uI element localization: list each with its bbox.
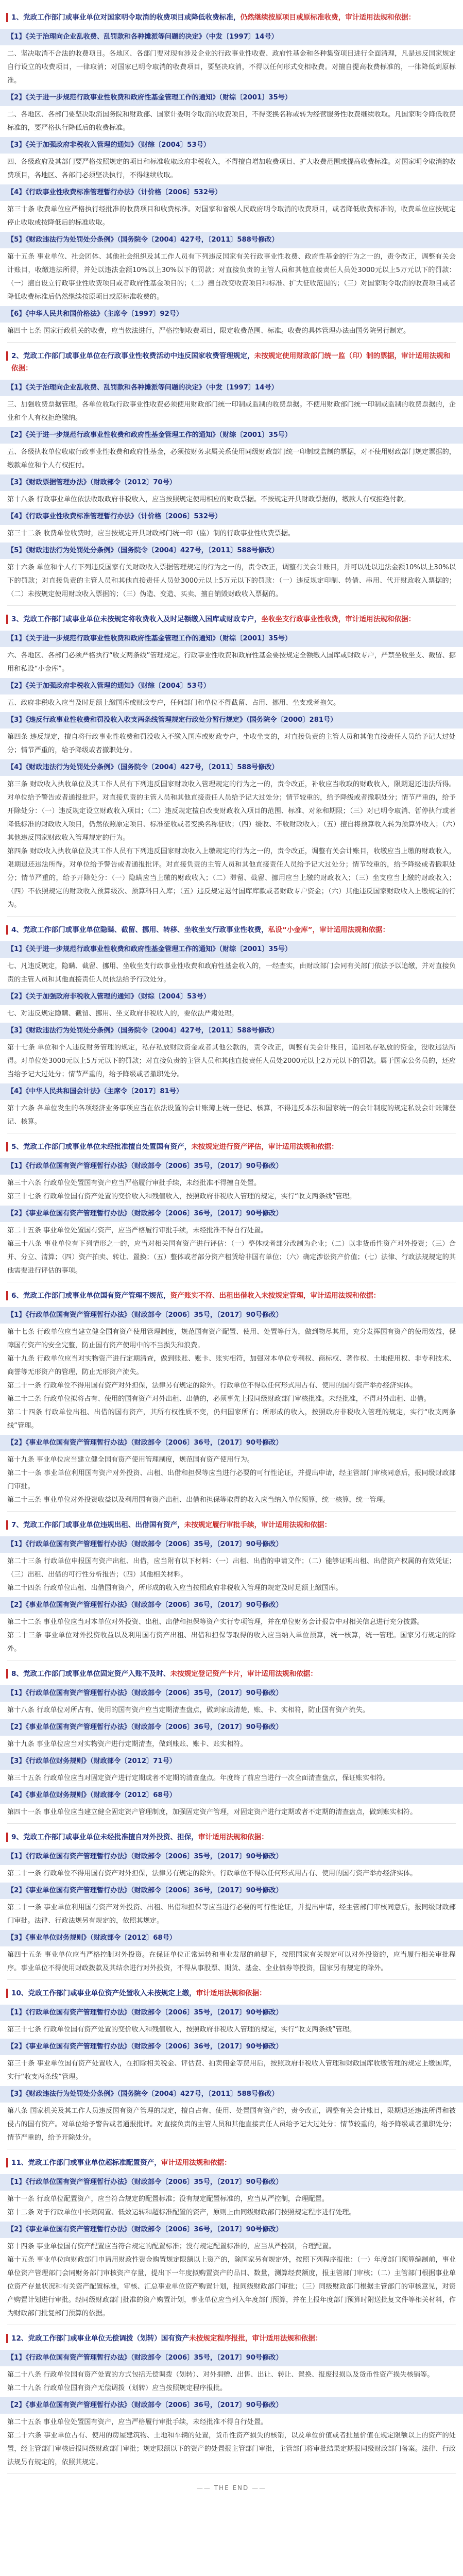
section-title-text: 4、党政工作部门或事业单位隐瞒、截留、挪用、转移、坐收坐支行政事业性收费， (11, 926, 268, 934)
rule-section (0, 1665, 463, 1824)
regulation-reference: 【1】《关于治理向企业乱收费、乱罚款和各种摊派等问题的决定》（中发〔1997〕14号） (0, 29, 463, 45)
regulation-clause: 第四十五条 事业单位应当严格控制对外投资。在保证单位正常运转和事业发展的前提下，按照国家有关规定可以对外投资的，应当履行相关审批程序。事业单位不得使用财政拨款及其结余进行对外投资，不得从事股票、期货、基金、企业债券等投资，国家另有规定的除外。 (7, 1951, 456, 1972)
section-title-tail: 未按规定登记资产卡片，审计适用法规和依据： (170, 1670, 317, 1678)
section-title-text: 7、党政工作部门或事业单位违规出租、出借国有资产， (11, 1521, 184, 1529)
regulation-clause: 第二十四条 行政单位出租、出借的国有资产，其所有权性质不变，仍归国家所有；所形成的收入，按照政府非税收入管理的规定，实行“收支两条线”管理。 (7, 1409, 456, 1430)
section-title-tail: 坐收坐支行政事业性收费，审计适用法规和依据： (261, 615, 416, 623)
section-title-tail: 仍然继续按原项目或原标准收费，审计适用法规和依据： (240, 13, 416, 22)
section-title-tail: 未按规定使用财政部门统一监（印）制的票据，审计适用法规和依据： (11, 352, 451, 372)
section-title (0, 1138, 463, 1156)
section-divider (7, 605, 456, 606)
section-divider (7, 916, 456, 917)
section-title-text: 3、党政工作部门或事业单位未按规定将收费收入及时足额缴入国库或财政专户， (11, 615, 262, 623)
regulation-reference: 【1】《行政单位国有资产管理暂行办法》（财政部令〔2006〕35号，〔2017〕90号修改） (0, 1307, 463, 1324)
regulation-clause: 第三十二条 收费单位收费时，应当按规定开具财政部门统一印（监）制的行政事业性收费票据。 (7, 530, 295, 537)
section-title-text: 2、党政工作部门或事业单位在行政事业性收费活动中违反国家收费管理规定， (11, 352, 254, 360)
regulation-reference: 【4】《行政事业性收费标准管理暂行办法》（计价格〔2006〕532号） (0, 184, 463, 201)
regulation-clause: 第十九条 事业单位应当建立健全国有资产使用管理制度，规范国有资产使用行为。 (7, 1456, 254, 1464)
regulation-reference: 【2】《关于进一步规范行政事业性收费和政府性基金管理工作的通知》（财综〔2001〕35号） (0, 90, 463, 106)
regulation-clause: 第二十三条 行政单位申报国有资产出租、出借，应当附有以下材料：（一）出租、出借的申请文件；（二）能够证明出租、出借资产权属的有效凭证；（三）出租、出借的可行性分析报告；（四）其他相关材料。 (7, 1557, 456, 1579)
regulation-clause: 第十八条 行政事业单位依法收取政府非税收入，应当按照规定使用相应的财政票据。不按规定开具财政票据的，缴款人有权拒绝付款。 (7, 496, 410, 503)
regulation-clause: 第二十九条 行政单位国有资产无偿调拨（划转）应当按照规定程序报批。 (7, 2384, 227, 2392)
regulation-reference: 【1】《关于治理向企业乱收费、乱罚款和各种摊派等问题的决定》（中发〔1997〕14号） (0, 380, 463, 396)
rule-section (0, 2329, 463, 2474)
regulation-reference: 【5】《财政违法行为处罚处分条例》（国务院令〔2004〕427号，〔2011〕588号修改） (0, 543, 463, 559)
regulation-clause: 第二十二条 事业单位应当对本单位对外投资、出租、出借和担保等资产实行专项管理，并在单位财务会计报告中对相关信息进行充分披露。 (7, 1618, 424, 1626)
title-marker-icon (6, 13, 8, 22)
section-divider (7, 2473, 456, 2474)
regulation-clause: 第四条 违反规定，擅自将行政事业性收费和罚没收入不缴入国库或财政专户，坐收坐支的，对直接负责的主管人员和其他直接责任人员给予记大过处分；情节严重的，给予降级或者撤职处分。 (7, 733, 456, 754)
rule-section (0, 610, 463, 917)
regulation-reference: 【3】《财政违法行为处罚处分条例》（国务院令〔2004〕427号，〔2011〕588号修改） (0, 2086, 463, 2103)
section-title (0, 610, 463, 629)
regulation-clause: 二、坚决取消不合法的收费项目。各地区、各部门要对现有涉及企业的行政事业性收费、政府性基金和各种集资项目进行全面清理，凡是违反国家规定自行设立的收费项目，一律取消；对国家已明令取消的收费项目，要坚决取消，不得以任何形式变相收费。对擅自提高收费标准的，一律降低到原标准。 (7, 50, 456, 84)
regulation-clause: 第十六条 单位和个人有下列违反国家有关财政收入票据管理规定的行为之一的，责令改正，调整有关会计账目，并可以处以违法金额10%以上30%以下的罚款；对直接负责的主管人员和其他直接责任人员处3000元以上5万元以下的罚款：（一）违反规定印制、转借、串用、代开财政收入票据的；（二）未按规定使用财政收入票据的；（三）伪造、变造、买卖、擅自销毁财政收入票据的。 (7, 564, 456, 598)
section-title-tail: 审计适用法规和依据： (196, 1989, 266, 1997)
regulation-clause: 第十五条 事业单位、社会团体、其他社会组织及其工作人员有下列违反国家有关行政事业性收费、政府性基金的行为之一的，责令改正，调整有关会计账目，收缴违法所得，并处以违法金额10%以上30%以下的罚款；对直接负责的主管人员和其他直接责任人员处3000元以上5万元以下的罚款：（一）擅自设立行政事业性收费项目或者政府性基金项目的；（二）擅自改变收费项目和标准、扩大征收范围的；（三）对国家明令取消的收费项目或者降低收费标准后仍然继续按原项目或原标准收费的。 (7, 253, 456, 301)
regulation-clause: 第二十一条 事业单位利用国有资产对外投资、出租、出借和担保等应当进行必要的可行性论证，并提出申请，经主管部门审核同意后，报同级财政部门审批。 (7, 1469, 456, 1490)
section-title (0, 2154, 463, 2172)
regulation-reference: 【1】《行政单位国有资产管理暂行办法》（财政部令〔2006〕35号，〔2017〕90号修改） (0, 2350, 463, 2366)
regulation-clause: 第三十条 事业单位国有资产处置收入，在扣除相关税金、评估费、拍卖佣金等费用后，按照政府非税收入管理和财政国库收缴管理的规定上缴国库，实行“收支两条线”管理。 (7, 2060, 456, 2081)
regulation-reference: 【3】《关于加强政府非税收入管理的通知》（财综〔2004〕53号） (0, 137, 463, 154)
regulation-reference: 【1】《关于进一步规范行政事业性收费和政府性基金管理工作的通知》（财综〔2001〕35号） (0, 631, 463, 647)
title-marker-icon (6, 351, 8, 361)
regulation-reference: 【3】《财政票据管理办法》（财政部令〔2012〕70号） (0, 474, 463, 491)
regulation-reference: 【2】《事业单位国有资产管理暂行办法》（财政部令〔2006〕36号，〔2017〕90号修改） (0, 1597, 463, 1614)
section-title (0, 921, 463, 939)
regulation-reference: 【6】《中华人民共和国价格法》（主席令〔1997〕92号） (0, 306, 463, 323)
section-title-text: 10、党政工作部门或事业单位资产处置收入未按规定上缴， (11, 1989, 196, 1997)
regulation-reference: 【1】《行政单位国有资产管理暂行办法》（财政部令〔2006〕35号，〔2017〕90号修改） (0, 1849, 463, 1865)
regulation-clause: 第三十条 收费单位应严格执行经批准的收费项目和收费标准。对国家和省级人民政府明令取消的收费项目，或者降低收费标准的，收费单位应按规定停止收取或按降低后的标准收取。 (7, 206, 456, 227)
regulation-clause: 第三十八条 事业单位有下列情形之一的，应当对相关国有资产进行评估：（一）整体或者部分改制为企业；（二）以非货币性资产对外投资；（三）合并、分立、清算；（四）资产拍卖、转让、置换；（五）整体或者部分资产租赁给非国有单位；（六）确定涉讼资产价值；（七）法律、行政法规规定的其他需要进行评估的事项。 (7, 1240, 456, 1275)
section-title (0, 347, 463, 378)
regulation-clause: 第二十八条 行政单位国有资产处置的方式包括无偿调拨（划转）、对外捐赠、出售、出让、转让、置换、报废报损以及货币性资产损失核销等。 (7, 2371, 434, 2379)
regulation-reference: 【2】《事业单位国有资产管理暂行办法》（财政部令〔2006〕36号，〔2017〕90号修改） (0, 1883, 463, 1899)
regulation-reference: 【4】《事业单位财务规则》（财政部令〔2012〕68号） (0, 1787, 463, 1804)
regulation-clause: 五、政府非税收入应当及时足额上缴国库或财政专户，任何部门和单位不得截留、占用、挪用、坐支或者拖欠。 (7, 699, 340, 707)
regulation-clause: 第三条 财政收入执收单位及其工作人员有下列违反国家财政收入管理规定的行为之一的，责令改正，补收应当收取的财政收入，限期退还违法所得。对单位给予警告或者通报批评。对直接负责的主管人员和其他直接责任人员给予记大过处分；情节较重的，给予降级或者撤职处分；情节严重的，给予开除处分：（一）违反规定设立财政收入项目；（二）违反规定擅自改变财政收入项目的范围、标准、对象和期限；（三）对已明令取消、暂停执行或者降低标准的财政收入项目，仍然依照原定项目、标准征收或者变换名称征收；（四）缓收、不收财政收入；（五）擅自将预算收入转为预算外收入；（六）其他违反国家财政收入管理规定的行为。 (7, 781, 456, 842)
rule-section (0, 921, 463, 1133)
regulation-reference: 【1】《行政单位国有资产管理暂行办法》（财政部令〔2006〕35号，〔2017〕90号修改） (0, 1536, 463, 1553)
regulation-reference: 【1】《行政单位国有资产管理暂行办法》（财政部令〔2006〕35号，〔2017〕90号修改） (0, 2174, 463, 2191)
regulation-clause: 四、各级政府及其部门要严格按照规定的项目和标准收取政府非税收入，不得擅自增加收费项目、扩大收费范围或提高收费标准。对国家明令取消的收费项目，各地区、各部门必须坚决执行，不得继续收取。 (7, 158, 456, 179)
regulation-reference: 【1】《行政单位国有资产管理暂行办法》（财政部令〔2006〕35号，〔2017〕90号修改） (0, 1158, 463, 1175)
section-title (0, 1286, 463, 1305)
regulation-clause: 第二十六条 事业单位占有、使用的房屋建筑物、土地和车辆的处置，货币性资产损失的核销，以及单位价值或者批量价值在规定限额以上的资产的处置，经主管部门审核后报同级财政部门审批；规定限额以下的资产的处置报主管部门审批，主管部门将审批结果定期报同级财政部门备案。法律、行政法规另有规定的，依照其规定。 (7, 2432, 456, 2466)
regulation-reference: 【4】《中华人民共和国会计法》（主席令〔2017〕81号） (0, 1083, 463, 1100)
rule-section (0, 1286, 463, 1512)
section-title-tail: 审计适用法规和依据： (198, 1833, 268, 1841)
regulation-reference: 【2】《关于进一步规范行政事业性收费和政府性基金管理工作的通知》（财综〔2001〕35号） (0, 427, 463, 444)
title-marker-icon (6, 925, 8, 935)
title-marker-icon (6, 2158, 8, 2167)
regulation-clause: 第十二条 对于行政单位中长期闲置、低效运转和超标准配置的资产，原则上由同级财政部门按照规定程序进行处理。 (7, 2209, 356, 2216)
rule-section (0, 1516, 463, 1660)
regulation-clause: 第三十七条 行政单位国有资产处置的变价收入和残值收入，按照政府非税收入管理的规定，实行“收支两条线”管理。 (7, 1193, 356, 1200)
section-title (0, 2329, 463, 2348)
section-title (0, 1828, 463, 1846)
regulation-reference: 【3】《行政单位财务规则》（财政部令〔2012〕71号） (0, 1753, 463, 1770)
regulation-reference: 【2】《事业单位国有资产管理暂行办法》（财政部令〔2006〕36号，〔2017〕90号修改） (0, 1206, 463, 1222)
regulation-reference: 【1】《行政单位国有资产管理暂行办法》（财政部令〔2006〕35号，〔2017〕90号修改） (0, 2005, 463, 2021)
regulation-clause: 第十七条 行政单位应当建立健全国有资产使用管理制度，规范国有资产配置、使用、处置等行为，做到物尽其用，充分发挥国有资产的使用效益，保障国有资产的安全完整，防止国有资产使用中的不当损失和浪费。 (7, 1328, 456, 1349)
section-title-text: 12、党政工作部门或事业单位无偿调拨（划转）国有资产 (11, 2334, 190, 2343)
section-title-text: 9、党政工作部门或事业单位未经批准擅自对外投资、担保， (11, 1833, 198, 1841)
regulation-reference: 【2】《事业单位国有资产管理暂行办法》（财政部令〔2006〕36号，〔2017〕90号修改） (0, 1719, 463, 1736)
regulation-clause: 第四十一条 事业单位应当建立健全固定资产管理制度，加强固定资产管理，对固定资产进行定期或者不定期的清查盘点，做到账实相符。 (7, 1808, 417, 1816)
regulation-clause: 第二十二条 行政单位拟将占有、使用的国有资产对外出租、出借的，必须事先上报同级财政部门审核批准。未经批准，不得对外出租、出借。 (7, 1395, 431, 1403)
regulation-clause: 第四十七条 国家行政机关的收费，应当依法进行，严格控制收费项目，限定收费范围、标准。收费的具体管理办法由国务院另行制定。 (7, 327, 410, 335)
regulation-clause: 七、对违反规定隐瞒、截留、挪用、坐支政府非税收入的，要依法严肃处理。 (7, 1010, 238, 1018)
regulation-clause: 第八条 国家机关及其工作人员违反国有资产管理的规定，擅自占有、使用、处置国有资产的，责令改正，调整有关会计账目，限期退还违法所得和被侵占的国有资产。对单位给予警告或者通报批评。对直接负责的主管人员和其他直接责任人员给予记大过处分；情节较重的，给予降级或者撤职处分；情节严重的，给予开除处分。 (7, 2107, 456, 2142)
rule-section (0, 1138, 463, 1282)
regulation-clause: 第十八条 行政单位对所占有、使用的国有资产应当定期清查盘点，做到家底清楚，账、卡、实相符，防止国有资产流失。 (7, 1706, 370, 1714)
regulation-reference: 【2】《事业单位国有资产管理暂行办法》（财政部令〔2006〕36号，〔2017〕90号修改） (0, 2222, 463, 2238)
section-title-tail: 审计适用法规和依据： (161, 2159, 231, 2167)
regulation-clause: 第二十一条 行政单位不得用国有资产对外担保，法律另有规定的除外。行政单位不得以任何形式用占有、使用的国有资产举办经济实体。 (7, 1382, 417, 1389)
regulation-reference: 【3】《违反行政事业性收费和罚没收入收支两条线管理规定行政处分暂行规定》（国务院令〔2000〕281号） (0, 712, 463, 728)
section-title (0, 1984, 463, 2003)
regulation-reference: 【1】《行政单位国有资产管理暂行办法》（财政部令〔2006〕35号，〔2017〕90号修改） (0, 1685, 463, 1702)
section-title (0, 1516, 463, 1534)
regulation-clause: 第二十三条 事业单位对外投资收益以及利用国有资产出租、出借和担保等取得的收入应当纳入单位预算，统一核算，统一管理。国家另有规定的除外。 (7, 1632, 456, 1653)
section-divider (7, 1979, 456, 1980)
end-marker: —— THE END —— (196, 2484, 267, 2492)
regulation-clause: 第二十五条 事业单位处置国有资产，应当严格履行审批手续，未经批准不得自行处置。 (7, 2418, 268, 2426)
section-title (0, 8, 463, 27)
title-marker-icon (6, 615, 8, 624)
title-marker-icon (6, 1989, 8, 1998)
regulation-reference: 【3】《财政违法行为处罚处分条例》（国务院令〔2004〕427号，〔2011〕588号修改） (0, 1023, 463, 1039)
regulation-clause: 第四条 财政收入执收单位及其工作人员有下列违反国家财政收入上缴规定的行为之一的，责令改正，调整有关会计账目，收缴应当上缴的财政收入，限期退还违法所得。对单位给予警告或者通报批评。对直接负责的主管人员和其他直接责任人员给予记大过处分；情节较重的，给予降级或者撤职处分；情节严重的，给予开除处分：（一）隐瞒应当上缴的财政收入；（二）滞留、截留、挪用应当上缴的财政收入；（三）坐支应当上缴的财政收入；（四）不依照规定的财政收入预算级次、预算科目入库；（五）违反规定退付国库库款或者财政专户资金；（六）其他违反国家财政收入上缴规定的行为。 (7, 848, 456, 909)
regulation-reference: 【4】《财政违法行为处罚处分条例》（国务院令〔2004〕427号，〔2011〕588号修改） (0, 759, 463, 776)
regulation-clause: 第三十五条 行政单位应当对固定资产进行定期或者不定期的清查盘点。年度终了前应当进行一次全面清查盘点，保证账实相符。 (7, 1774, 390, 1782)
section-title-tail: 资产账实不符、出租出借收入未按规定管理，审计适用法规和依据： (170, 1292, 381, 1300)
regulation-reference: 【1】《关于进一步规范行政事业性收费和政府性基金管理工作的通知》（财综〔2001〕35号） (0, 941, 463, 958)
regulation-clause: 第二十四条 行政单位出租、出借国有资产，所形成的收入应当按照政府非税收入管理的规定及时足额上缴国库。 (7, 1584, 342, 1592)
section-title-text: 1、党政工作部门或事业单位对国家明令取消的收费项目或降低收费标准， (11, 13, 241, 22)
regulation-clause: 第十九条 行政单位应当对实物资产进行定期清查，做到账账、账卡、账实相符，加强对本单位专利权、商标权、著作权、土地使用权、非专利技术、商誉等无形资产的管理，防止无形资产流失。 (7, 1355, 456, 1376)
regulation-clause: 第二十三条 事业单位对外投资收益以及利用国有资产出租、出借和担保等取得的收入应当纳入单位预算，统一核算，统一管理。 (7, 1496, 390, 1504)
regulation-clause: 六、各地区、各部门必须严格执行“收支两条线”管理规定。行政事业性收费和政府性基金要按规定全额缴入国库或财政专户，严禁坐收坐支、截留、挪用和私设“小金库”。 (7, 652, 456, 673)
regulation-reference: 【4】《行政事业性收费标准管理暂行办法》（计价格〔2006〕532号） (0, 509, 463, 525)
regulation-clause: 第二十一条 事业单位利用国有资产对外投资、出租、出借和担保等应当进行必要的可行性论证，并提出申请，经主管部门审核同意后，报同级财政部门审批。法律、行政法规另有规定的，依照其规定。 (7, 1904, 456, 1925)
rule-section (0, 1828, 463, 1980)
regulation-clause: 第十一条 行政单位配置资产，应当符合规定的配置标准；没有规定配置标准的，应当从严控制，合理配置。 (7, 2195, 329, 2203)
regulation-clause: 第十六条 各单位发生的各项经济业务事项应当在依法设置的会计账簿上统一登记、核算，不得违反本法和国家统一的会计制度的规定私设会计账簿登记、核算。 (7, 1105, 456, 1126)
title-marker-icon (6, 1142, 8, 1151)
regulation-clause: 二、各地区、各部门要坚决取消国务院和财政部、国家计委明令取消的收费项目，不得变换名称或转为经营服务性收费继续收取。凡国家明令降低收费标准的，要严格执行降低后的收费标准。 (7, 111, 456, 132)
section-title (0, 1665, 463, 1683)
regulation-reference: 【5】《财政违法行为处罚处分条例》（国务院令〔2004〕427号，〔2011〕588号修改） (0, 232, 463, 248)
regulation-clause: 第三十七条 行政单位国有资产处置的变价收入和残值收入，按照政府非税收入管理的规定，实行“收支两条线”管理。 (7, 2026, 356, 2033)
section-title-tail: 未按规定程序报批，审计适用法规和依据： (189, 2334, 322, 2343)
regulation-reference: 【2】《事业单位国有资产管理暂行办法》（财政部令〔2006〕36号，〔2017〕90号修改） (0, 1435, 463, 1451)
section-title-text: 6、党政工作部门或事业单位国有资产管理不规范， (11, 1292, 170, 1300)
regulation-clause: 第十七条 单位和个人违反财务管理的规定，私存私放财政资金或者其他公款的，责令改正，调整有关会计账目，追回私存私放的资金，没收违法所得。对单位处3000元以上5万元以下的罚款；对直接负责的主管人员和其他直接责任人员处2000元以上2万元以下的罚款。属于国家公务员的，还应当给予记大过处分；情节严重的，给予降级或者撤职处分。 (7, 1044, 456, 1078)
title-marker-icon (6, 2334, 8, 2343)
regulation-reference: 【2】《事业单位国有资产管理暂行办法》（财政部令〔2006〕36号，〔2017〕90号修改） (0, 2039, 463, 2055)
regulation-reference: 【2】《关于加强政府非税收入管理的通知》（财综〔2004〕53号） (0, 678, 463, 694)
title-marker-icon (6, 1520, 8, 1530)
section-title-text: 11、党政工作部门或事业单位超标准配置资产， (11, 2159, 161, 2167)
section-title-tail: 私设“小金库”，审计适用法规和依据： (268, 926, 390, 934)
regulation-clause: 第二十五条 事业单位处置国有资产，应当严格履行审批手续，未经批准不得自行处置。 (7, 1227, 268, 1234)
regulation-clause: 三、加强收费票据管理。各单位收取行政事业性收费必须使用财政部门统一印制或监制的收费票据。不使用财政部门统一印制或监制的收费票据的，企业和个人有权拒绝缴纳。 (7, 401, 456, 422)
section-title-text: 5、党政工作部门或事业单位未经批准擅自处置国有资产， (11, 1143, 192, 1151)
title-marker-icon (6, 1669, 8, 1679)
regulation-clause: 第十九条 事业单位应当对实物资产进行定期清查，做到账账、账卡、账实相符。 (7, 1740, 247, 1748)
rule-section (0, 1984, 463, 2149)
regulation-clause: 五、各级执收单位收取行政事业性收费和政府性基金，必须按财务隶属关系使用同级财政部门统一印制或监制的票据，对不使用财政部门规定票据的，缴款单位和个人有权拒付。 (7, 448, 456, 469)
section-title-tail: 未按规定进行资产评估，审计适用法规和依据： (191, 1143, 338, 1151)
section-divider (7, 1823, 456, 1824)
section-title-text: 8、党政工作部门或事业单位固定资产入账不及时、 (11, 1670, 170, 1678)
section-divider (7, 342, 456, 343)
rule-section (0, 8, 463, 343)
regulation-clause: 第十四条 事业单位国有资产配置应当符合规定的配置标准；没有规定配置标准的，应当从严控制，合理配置。 (7, 2243, 336, 2250)
section-title-tail: 未按规定履行审批手续，审计适用法规和依据： (184, 1521, 332, 1529)
regulation-clause: 第二十一条 行政单位不得用国有资产对外担保，法律另有规定的除外。行政单位不得以任何形式用占有、使用的国有资产举办经济实体。 (7, 1870, 417, 1877)
regulation-reference: 【2】《关于加强政府非税收入管理的通知》（财综〔2004〕53号） (0, 989, 463, 1005)
rule-section (0, 347, 463, 606)
regulation-reference: 【3】《事业单位财务规则》（财政部令〔2012〕68号） (0, 1930, 463, 1946)
regulation-reference: 【2】《事业单位国有资产管理暂行办法》（财政部令〔2006〕36号，〔2017〕90号修改） (0, 2397, 463, 2414)
regulation-clause: 七、凡违反规定，隐瞒、截留、挪用、坐收坐支行政事业性收费和政府性基金收入的，一经查实，由财政部门会同有关部门依法予以追缴，并对直接负责的主管人员和其他直接责任人员依法给予行政处分。 (7, 962, 456, 984)
regulation-clause: 第十五条 事业单位向财政部门申请用财政性资金购置规定限额以上资产的，除国家另有规定外，按照下列程序报批：（一）年度部门预算编制前，事业单位资产管理部门会同财务部门审核资产存量，提出下一年度拟购置资产的品目、数量，测算经费额度，报主管部门审核；（二）主管部门根据事业单位资产存量状况和有关资产配置标准，审核、汇总事业单位资产购置计划，报同级财政部门审批；（三）同级财政部门根据主管部门的审核意见，对资产购置计划进行审批。经同级财政部门批准的资产购置计划，事业单位应当列入年度部门预算，并在上报年度部门预算时附送批复文件等相关材料，作为财政部门批复部门预算的依据。 (7, 2256, 456, 2317)
title-marker-icon (6, 1291, 8, 1300)
regulation-clause: 第三十六条 行政单位处置国有资产应当严格履行审批手续，未经批准不得擅自处置。 (7, 1179, 261, 1187)
title-marker-icon (6, 1833, 8, 1842)
section-divider (7, 1511, 456, 1512)
rule-section (0, 2154, 463, 2325)
